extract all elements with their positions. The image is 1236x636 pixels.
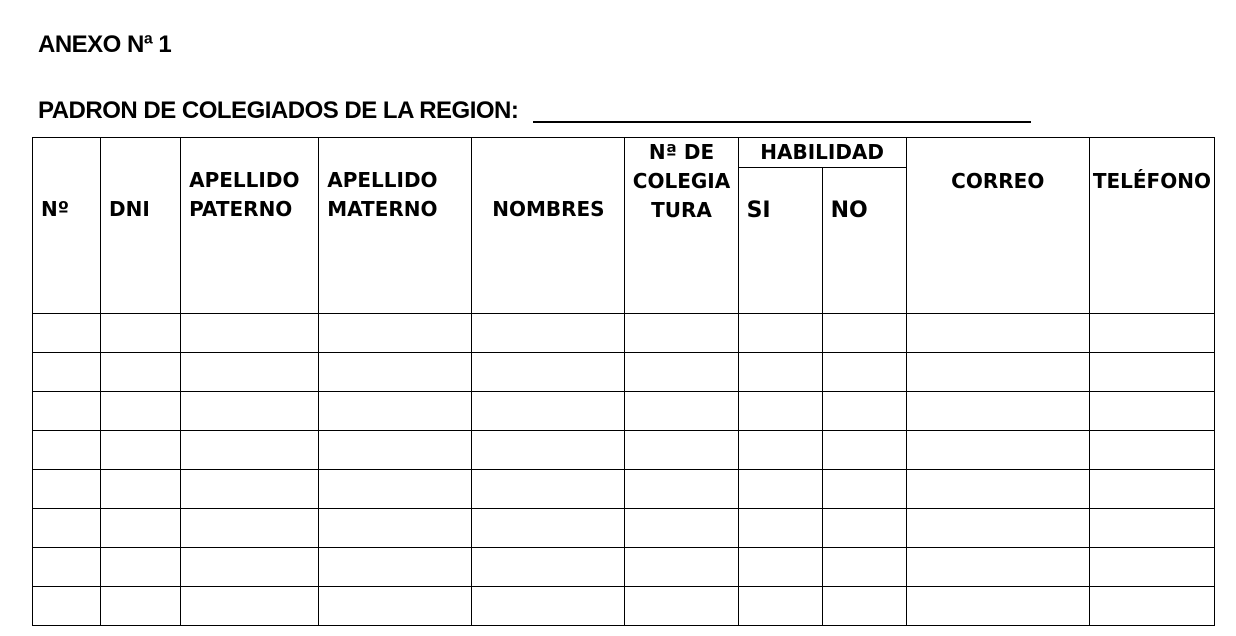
cell-numero (33, 470, 101, 509)
cell-telefono (1089, 509, 1214, 548)
cell-apellido-paterno (181, 548, 319, 587)
cell-dni (101, 431, 181, 470)
cell-apellido-paterno (181, 431, 319, 470)
cell-numero (33, 314, 101, 353)
header-colegiatura-line-2: COLEGIA (632, 169, 731, 193)
annex-title: ANEXO Nª 1 (38, 31, 172, 58)
header-colegiatura-line-3: TURA (651, 198, 712, 222)
cell-no (822, 431, 906, 470)
cell-si (738, 470, 822, 509)
table-row (33, 470, 1215, 509)
cell-apellido-materno (319, 314, 472, 353)
cell-dni (101, 353, 181, 392)
cell-si (738, 392, 822, 431)
header-apellido-materno-line-1: APELLIDO (327, 168, 438, 192)
table-row (33, 431, 1215, 470)
cell-nombres (472, 431, 625, 470)
cell-nombres (472, 548, 625, 587)
cell-no (822, 548, 906, 587)
cell-numero (33, 353, 101, 392)
cell-no (822, 470, 906, 509)
cell-nombres (472, 353, 625, 392)
table-row (33, 587, 1215, 626)
cell-no (822, 509, 906, 548)
cell-apellido-materno (319, 392, 472, 431)
cell-correo (906, 548, 1089, 587)
cell-correo (906, 587, 1089, 626)
header-colegiatura-line-1: Nª DE (648, 140, 715, 164)
cell-dni (101, 548, 181, 587)
cell-colegiatura (625, 314, 738, 353)
region-fill-in-line (533, 121, 1031, 123)
cell-apellido-materno (319, 548, 472, 587)
cell-nombres (472, 509, 625, 548)
table-row (33, 509, 1215, 548)
cell-dni (101, 314, 181, 353)
table-header-row (33, 138, 1215, 168)
cell-apellido-materno (319, 353, 472, 392)
table-row (33, 392, 1215, 431)
cell-apellido-paterno (181, 353, 319, 392)
header-habilidad-si: SI (738, 168, 822, 314)
table-row (33, 353, 1215, 392)
cell-nombres (472, 470, 625, 509)
cell-no (822, 392, 906, 431)
cell-si (738, 587, 822, 626)
header-nombres: NOMBRES (472, 138, 625, 314)
cell-nombres (472, 314, 625, 353)
cell-correo (906, 470, 1089, 509)
cell-apellido-paterno (181, 587, 319, 626)
cell-si (738, 509, 822, 548)
cell-colegiatura (625, 587, 738, 626)
cell-dni (101, 392, 181, 431)
header-numero: Nº (33, 138, 101, 314)
cell-numero (33, 509, 101, 548)
cell-nombres (472, 392, 625, 431)
cell-dni (101, 509, 181, 548)
header-colegiatura (625, 138, 738, 314)
cell-telefono (1089, 548, 1214, 587)
cell-telefono (1089, 314, 1214, 353)
cell-numero (33, 392, 101, 431)
cell-correo (906, 431, 1089, 470)
table-row (33, 548, 1215, 587)
header-apellido-paterno-line-2: PATERNO (189, 197, 293, 221)
padron-region-label: PADRON DE COLEGIADOS DE LA REGION: (38, 97, 519, 124)
cell-dni (101, 587, 181, 626)
cell-numero (33, 587, 101, 626)
cell-colegiatura (625, 353, 738, 392)
cell-correo (906, 392, 1089, 431)
header-correo: CORREO (906, 138, 1089, 314)
cell-apellido-materno (319, 431, 472, 470)
cell-nombres (472, 587, 625, 626)
header-apellido-materno-line-2: MATERNO (327, 197, 438, 221)
header-telefono: TELÉFONO (1089, 138, 1214, 314)
cell-si (738, 353, 822, 392)
cell-si (738, 431, 822, 470)
header-apellido-materno (319, 138, 472, 314)
cell-no (822, 587, 906, 626)
cell-telefono (1089, 392, 1214, 431)
cell-apellido-paterno (181, 470, 319, 509)
cell-telefono (1089, 431, 1214, 470)
table-row (33, 314, 1215, 353)
cell-colegiatura (625, 392, 738, 431)
cell-numero (33, 548, 101, 587)
header-apellido-paterno (181, 138, 319, 314)
cell-apellido-materno (319, 509, 472, 548)
cell-no (822, 314, 906, 353)
header-habilidad: HABILIDAD (738, 138, 906, 168)
cell-correo (906, 314, 1089, 353)
cell-telefono (1089, 587, 1214, 626)
cell-dni (101, 470, 181, 509)
cell-correo (906, 509, 1089, 548)
cell-apellido-paterno (181, 314, 319, 353)
cell-telefono (1089, 470, 1214, 509)
cell-telefono (1089, 353, 1214, 392)
cell-apellido-materno (319, 470, 472, 509)
cell-si (738, 548, 822, 587)
cell-colegiatura (625, 431, 738, 470)
cell-apellido-paterno (181, 509, 319, 548)
cell-apellido-paterno (181, 392, 319, 431)
cell-colegiatura (625, 548, 738, 587)
cell-no (822, 353, 906, 392)
padron-table (32, 137, 1215, 626)
header-dni: DNI (101, 138, 181, 314)
header-habilidad-no: NO (822, 168, 906, 314)
cell-numero (33, 431, 101, 470)
cell-colegiatura (625, 509, 738, 548)
cell-colegiatura (625, 470, 738, 509)
cell-apellido-materno (319, 587, 472, 626)
cell-correo (906, 353, 1089, 392)
header-apellido-paterno-line-1: APELLIDO (189, 168, 300, 192)
cell-si (738, 314, 822, 353)
